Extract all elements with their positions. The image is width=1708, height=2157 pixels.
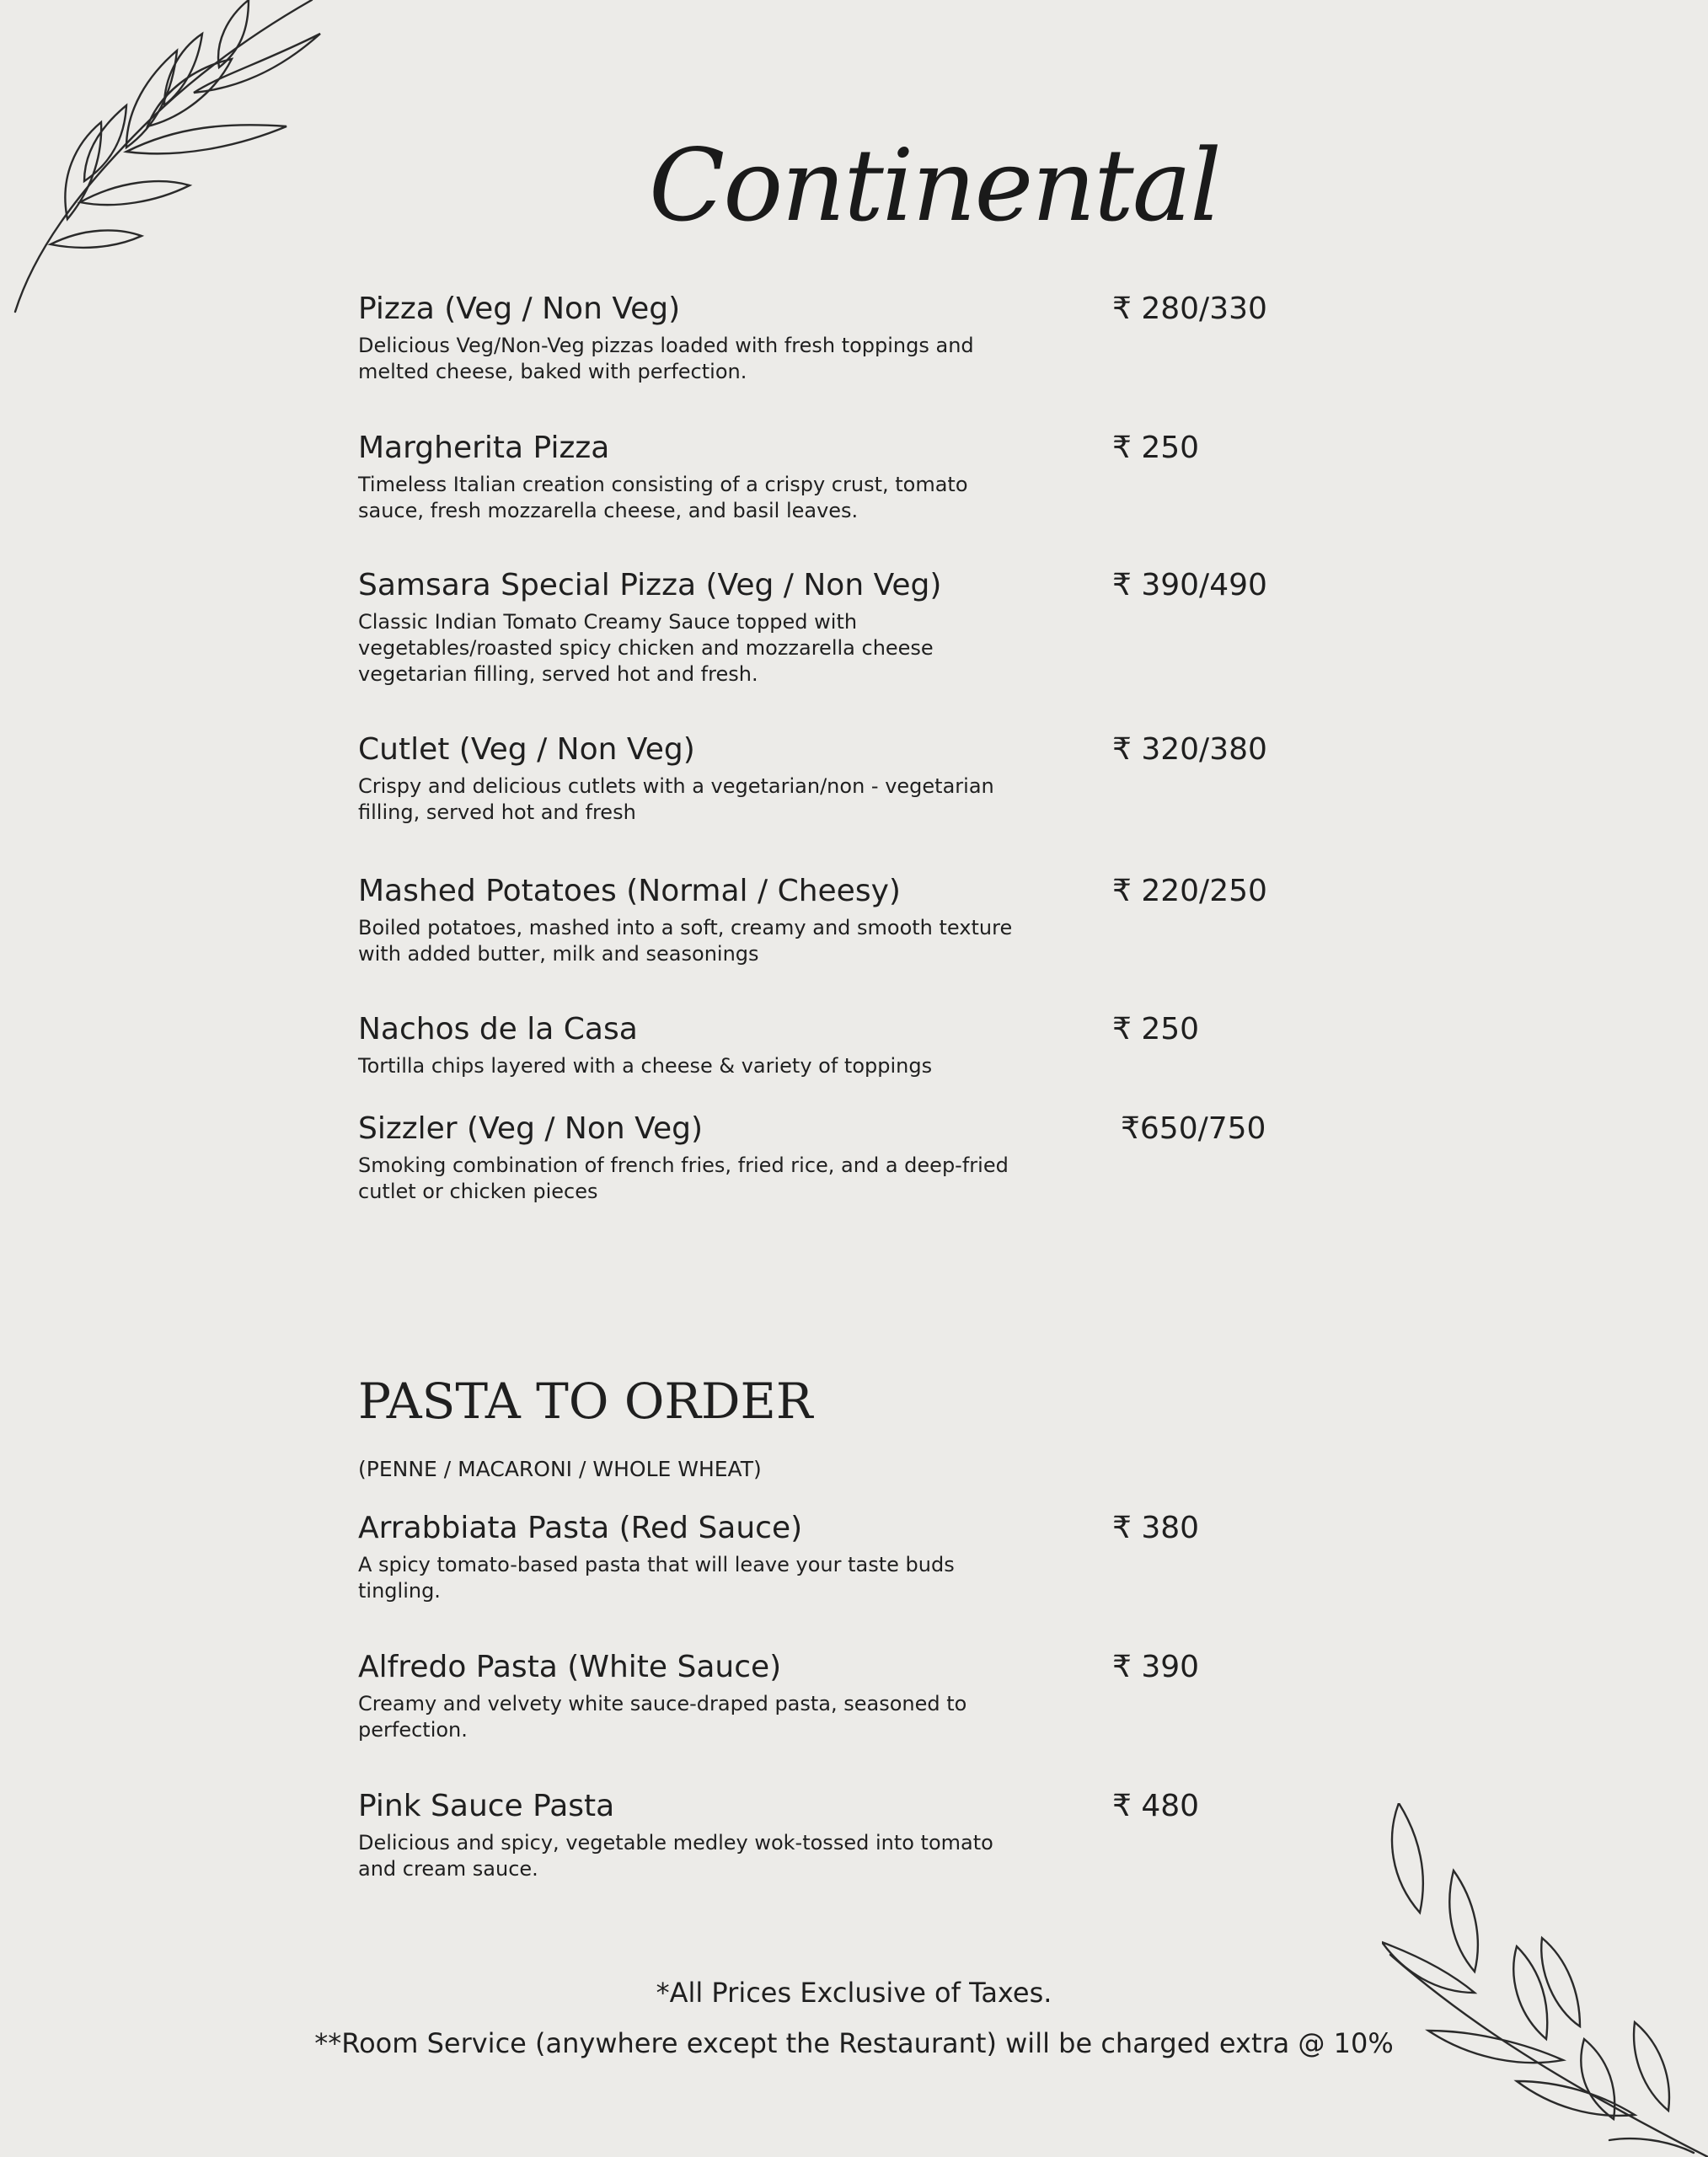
item-name: Sizzler (Veg / Non Veg) xyxy=(358,1111,704,1146)
item-name: Pizza (Veg / Non Veg) xyxy=(358,292,681,326)
pasta-section-heading: PASTA TO ORDER xyxy=(358,1373,813,1430)
item-description: Timeless Italian creation consisting of a crispy crust, tomato sauce, fresh mozzarella cheese, and basil leaves. xyxy=(358,473,968,522)
room-service-note: **Room Service (anywhere except the Restaurant) will be charged extra @ 10% xyxy=(314,2027,1394,2059)
tax-note: *All Prices Exclusive of Taxes. xyxy=(656,1977,1052,2009)
item-description: Classic Indian Tomato Creamy Sauce topped with vegetables/roasted spicy chicken and mozzarella cheese vegetarian filling, served hot and fresh. xyxy=(358,610,934,686)
item-name: Mashed Potatoes (Normal / Cheesy) xyxy=(358,874,901,908)
item-name: Margherita Pizza xyxy=(358,431,610,465)
item-name: Samsara Special Pizza (Veg / Non Veg) xyxy=(358,568,942,602)
item-price: ₹ 320/380 xyxy=(1112,732,1267,767)
item-price: ₹ 250 xyxy=(1112,431,1200,465)
item-description: Delicious and spicy, vegetable medley wok-tossed into tomato and cream sauce. xyxy=(358,1831,993,1881)
item-price: ₹ 390 xyxy=(1112,1650,1200,1684)
menu-title-text: Continental xyxy=(649,127,1220,244)
leaf-branch-decoration-icon xyxy=(0,0,337,320)
list-item xyxy=(358,731,1285,826)
item-description: Smoking combination of french fries, fried rice, and a deep-fried cutlet or chicken pieces xyxy=(358,1153,1009,1203)
item-price: ₹ 390/490 xyxy=(1112,568,1267,602)
item-price: ₹ 220/250 xyxy=(1112,874,1267,908)
list-item xyxy=(358,1788,1285,1882)
item-name: Alfredo Pasta (White Sauce) xyxy=(358,1650,782,1684)
menu-title xyxy=(649,101,1220,270)
list-item xyxy=(358,1011,1285,1079)
item-description: Boiled potatoes, mashed into a soft, creamy and smooth texture with added butter, milk and seasonings xyxy=(358,916,1013,966)
item-description: Crispy and delicious cutlets with a vegetarian/non - vegetarian filling, served hot and fresh xyxy=(358,774,994,824)
item-name: Cutlet (Veg / Non Veg) xyxy=(358,732,695,767)
item-price: ₹650/750 xyxy=(1121,1111,1266,1146)
item-price: ₹ 250 xyxy=(1112,1012,1200,1046)
list-item xyxy=(358,291,1285,385)
item-description: Creamy and velvety white sauce-draped pasta, seasoned to perfection. xyxy=(358,1692,967,1742)
list-item xyxy=(358,1510,1285,1604)
item-name: Pink Sauce Pasta xyxy=(358,1789,615,1823)
pasta-section-subheading: (PENNE / MACARONI / WHOLE WHEAT) xyxy=(358,1457,762,1481)
list-item xyxy=(358,1649,1285,1743)
list-item xyxy=(358,1111,1285,1205)
list-item xyxy=(358,430,1285,524)
list-item xyxy=(358,567,1285,688)
item-description: A spicy tomato-based pasta that will leave your taste buds tingling. xyxy=(358,1553,955,1603)
item-description: Delicious Veg/Non-Veg pizzas loaded with fresh toppings and melted cheese, baked with perfection. xyxy=(358,334,974,383)
item-price: ₹ 380 xyxy=(1112,1511,1200,1545)
item-name: Nachos de la Casa xyxy=(358,1012,638,1046)
item-name: Arrabbiata Pasta (Red Sauce) xyxy=(358,1511,803,1545)
item-price: ₹ 280/330 xyxy=(1112,292,1267,326)
item-price: ₹ 480 xyxy=(1112,1789,1200,1823)
item-description: Tortilla chips layered with a cheese & variety of toppings xyxy=(358,1054,933,1078)
leaf-branch-decoration-icon xyxy=(1382,1803,1708,2157)
list-item xyxy=(358,873,1285,967)
